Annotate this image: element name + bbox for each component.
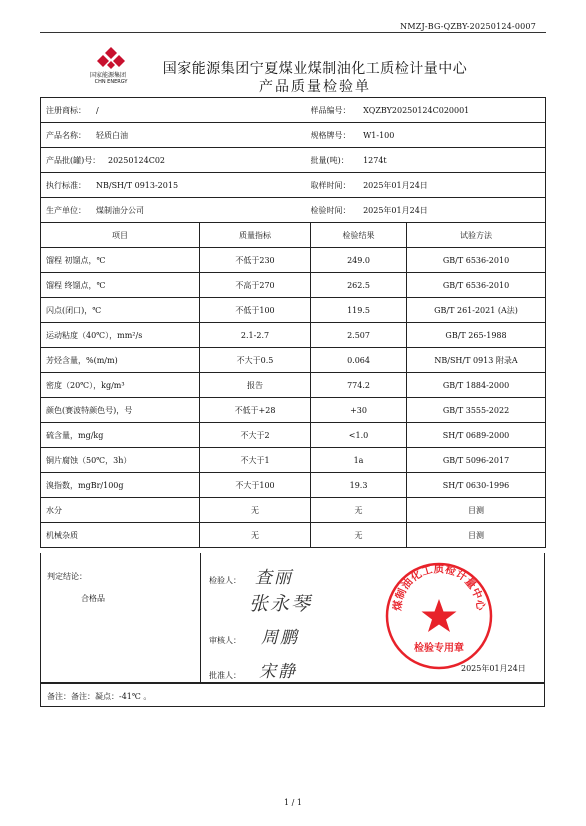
signature-section [40,553,545,683]
table-row [41,373,546,398]
center-title: 国家能源集团宁夏煤业煤制油化工质检计量中心 [162,61,468,77]
row-spec: 不大于100 [200,473,311,498]
header-method: 试验方法 [407,223,546,248]
row-item: 密度（20℃），kg/m³ [41,373,200,398]
table-row [41,498,546,523]
header-rule [40,32,546,33]
row-item: 水分 [41,498,200,523]
row-method: SH/T 0630-1996 [407,473,546,498]
row-spec: 不低于+28 [200,398,311,423]
row-spec: 不大于2 [200,423,311,448]
info-row-4 [41,173,546,198]
chn-energy-logo-icon [95,46,127,72]
company-logo [86,46,136,85]
row-method: NB/SH/T 0913 附录A [407,348,546,373]
conclusion-value: 合格品 [81,594,105,603]
row-method: 目测 [407,498,546,523]
logo-english-name: CHN ENERGY [94,79,128,85]
row-item: 芳烃含量，%(m/m) [41,348,200,373]
row-item: 闪点(闭口)，℃ [41,298,200,323]
document-number: NMZJ-BG-QZBY-20250124-0007 [400,22,536,31]
reg-trademark-value: / [96,105,99,115]
row-method: 目测 [407,523,546,548]
info-row-3 [41,148,546,173]
row-spec: 不低于100 [200,298,311,323]
row-result: 无 [311,523,407,548]
logo-chinese-name: 国家能源集团 [89,72,126,79]
batch-value: 20250124C02 [108,155,166,165]
row-spec: 报告 [200,373,311,398]
row-spec: 不低于230 [200,248,311,273]
quantity-value: 1274t [363,155,387,165]
row-item: 硫含量，mg/kg [41,423,200,448]
table-row [41,248,546,273]
table-row [41,323,546,348]
row-spec: 不大于0.5 [200,348,311,373]
sample-no-value: XQZBY20250124C020001 [363,105,470,115]
table-row [41,473,546,498]
row-method: GB/T 261-2021 (A法) [407,298,546,323]
quantity-label: 批量(吨)： [310,155,349,165]
reviewer-signature: 周鹏 [261,628,299,648]
sampling-time-value: 2025年01月24日 [363,180,428,190]
row-method: SH/T 0689-2000 [407,423,546,448]
header-result: 检验结果 [311,223,407,248]
table-row [41,398,546,423]
table-row [41,348,546,373]
standard-label: 执行标准： [46,180,86,190]
row-method: GB/T 6536-2010 [407,273,546,298]
test-time-value: 2025年01月24日 [363,205,428,215]
table-header [41,223,546,248]
row-method: GB/T 3555-2022 [407,398,546,423]
row-result: 1a [311,448,407,473]
row-result: 262.5 [311,273,407,298]
row-method: GB/T 5096-2017 [407,448,546,473]
table-row [41,448,546,473]
inspector-signature-2: 张永琴 [249,593,313,615]
sample-no-label: 样品编号： [310,105,351,115]
product-name-value: 轻质白油 [96,130,128,140]
conclusion-label: 判定结论： [47,572,87,581]
info-row-2 [41,123,546,148]
row-item: 机械杂质 [41,523,200,548]
row-method: GB/T 1884-2000 [407,373,546,398]
row-result: <1.0 [311,423,407,448]
row-result: 774.2 [311,373,407,398]
report-title: 产品质量检验单 [259,79,371,95]
header-spec: 质量指标 [200,223,311,248]
approver-label: 批准人： [209,671,241,680]
producer-label: 生产单位： [46,205,86,215]
table-row [41,298,546,323]
table-row [41,273,546,298]
row-item: 铜片腐蚀（50℃，3h） [41,448,200,473]
row-item: 溴指数，mgBr/100g [41,473,200,498]
inspection-table [40,97,546,548]
row-result: 249.0 [311,248,407,273]
row-result: 119.5 [311,298,407,323]
row-spec: 不高于270 [200,273,311,298]
row-item: 运动粘度（40℃），mm²/s [41,323,200,348]
stamp-date: 2025年01月24日 [461,664,526,673]
table-row [41,523,546,548]
row-spec: 无 [200,523,311,548]
approver-signature: 宋静 [259,662,297,682]
stamp-sub-text: 检验专用章 [414,643,464,654]
table-row [41,423,546,448]
row-result: 0.064 [311,348,407,373]
info-row-1 [41,98,546,123]
row-method: GB/T 265-1988 [407,323,546,348]
row-result: 19.3 [311,473,407,498]
producer-value: 煤制油分公司 [96,205,144,215]
row-result: 无 [311,498,407,523]
row-item: 颜色(赛波特颜色号)，号 [41,398,200,423]
info-row-5 [41,198,546,223]
grade-label: 规格牌号： [310,130,351,140]
reviewer-label: 审核人： [209,636,241,645]
row-item: 馏程 初馏点，℃ [41,248,200,273]
row-spec: 无 [200,498,311,523]
header-item: 项目 [41,223,200,248]
page-number: 1 / 1 [284,798,302,807]
row-item: 馏程 终馏点，℃ [41,273,200,298]
reg-trademark-label: 注册商标： [46,105,86,115]
inspector-label: 检验人： [209,576,241,585]
inspection-stamp-icon [384,561,494,671]
row-spec: 2.1-2.7 [200,323,311,348]
grade-value: W1-100 [363,130,395,140]
standard-value: NB/SH/T 0913-2015 [96,180,179,190]
test-time-label: 检验时间： [310,205,351,215]
inspector-signature-1: 査丽 [255,568,293,588]
section-divider [200,553,201,682]
row-method: GB/T 6536-2010 [407,248,546,273]
row-spec: 不大于1 [200,448,311,473]
row-result: +30 [311,398,407,423]
row-result: 2.507 [311,323,407,348]
stamp-arc-text: 煤制油化工质检计量中心 [391,563,487,612]
product-name-label: 产品名称： [46,130,86,140]
remark-row: 备注：备注：凝点：-41℃ 。 [40,683,545,707]
sampling-time-label: 取样时间： [310,180,351,190]
batch-label: 产品批(罐)号： [46,155,101,165]
